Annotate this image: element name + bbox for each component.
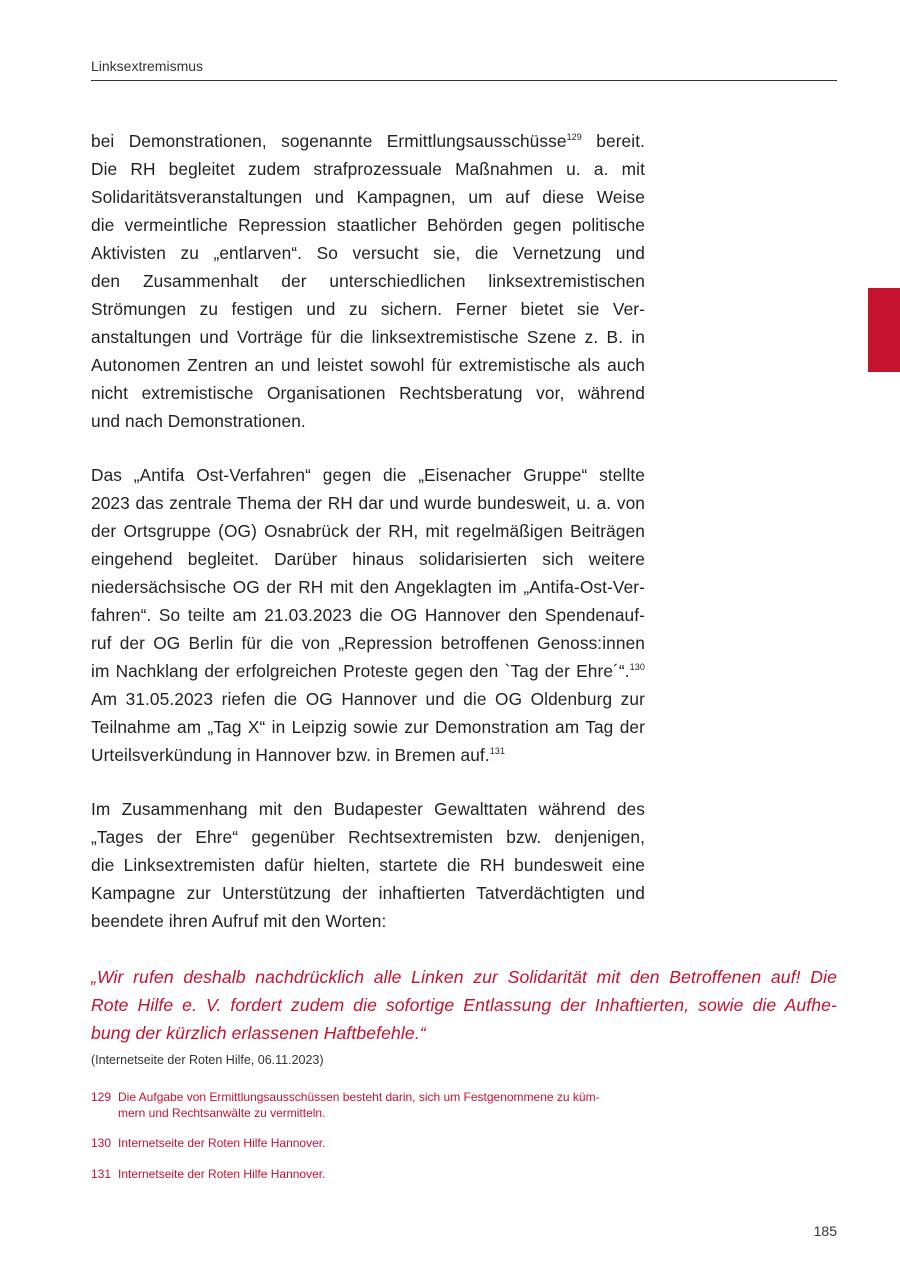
- text-line: [91, 351, 645, 379]
- text-line: [91, 127, 645, 155]
- footnote-reference: 130: [629, 662, 645, 672]
- text-line: [91, 461, 645, 489]
- text: Kampagne zur Unterstützung der inhaftierten Tatverdächtigten und: [91, 883, 645, 903]
- footnote-text: mern und Rechtsanwälte zu vermitteln.: [118, 1106, 326, 1120]
- text-line: [91, 517, 645, 545]
- text: ruf der OG Berlin für die von „Repression betroffenen Genoss:innen: [91, 633, 645, 653]
- text: Teilnahme am „Tag X“ in Leipzig sowie zur Demonstration am Tag der: [91, 717, 645, 737]
- text: anstaltungen und Vorträge für die linksextremistische Szene z. B. in: [91, 327, 645, 347]
- text: niedersächsische OG der RH mit den Angeklagten im „Antifa-Ost-Ver-: [91, 577, 645, 597]
- text: Urteilsverkündung in Hannover bzw. in Bremen auf.: [91, 745, 490, 765]
- text: 2023 das zentrale Thema der RH dar und wurde bundesweit, u. a. von: [91, 493, 645, 513]
- text: und nach Demonstrationen.: [91, 411, 306, 431]
- text: Solidaritätsveranstaltungen und Kampagnen, um auf diese Weise: [91, 187, 645, 207]
- paragraph-2: [91, 461, 645, 769]
- chapter-marker-tab: [868, 288, 900, 372]
- text-line: [91, 183, 645, 211]
- text-line: [91, 211, 645, 239]
- text: der Ortsgruppe (OG) Osnabrück der RH, mit regelmäßigen Beiträgen: [91, 521, 645, 541]
- footnote-number: 129: [91, 1090, 112, 1104]
- text-line: [91, 795, 645, 823]
- quote-line: Rote Hilfe e. V. fordert zudem die sofortige Entlassung der Inhaftierten, sowie die Aufhe-: [91, 995, 837, 1015]
- quote-line: bung der kürzlich erlassenen Haftbefehle.“: [91, 1023, 426, 1043]
- footnote-129: [91, 1089, 600, 1121]
- text: Das „Antifa Ost-Verfahren“ gegen die „Eisenacher Gruppe“ stellte: [91, 465, 645, 485]
- text-line: [91, 407, 645, 435]
- text: nicht extremistische Organisationen Rechtsberatung vor, während: [91, 383, 645, 403]
- footnote-text: Internetseite der Roten Hilfe Hannover.: [118, 1167, 326, 1181]
- page-number: 185: [813, 1223, 837, 1239]
- text: fahren“. So teilte am 21.03.2023 die OG Hannover den Spendenauf-: [91, 605, 645, 625]
- text: Strömungen zu festigen und zu sichern. Ferner bietet sie Ver-: [91, 299, 645, 319]
- text-line: [91, 573, 645, 601]
- text-line: [91, 323, 645, 351]
- text-line: [91, 295, 645, 323]
- text-line: [91, 685, 645, 713]
- footnote-number: 131: [91, 1167, 112, 1181]
- text: Am 31.05.2023 riefen die OG Hannover und die OG Oldenburg zur: [91, 689, 645, 709]
- quote-line: „Wir rufen deshalb nachdrücklich alle Linken zur Solidarität mit den Betroffenen auf! Die: [91, 967, 837, 987]
- text: bei Demonstrationen, sogenannte Ermittlungsausschüsse: [91, 131, 567, 151]
- text-line: [91, 545, 645, 573]
- footnote-text: Die Aufgabe von Ermittlungsausschüssen besteht darin, sich um Festgenommene zu küm-: [118, 1090, 600, 1104]
- quote-source: (Internetseite der Roten Hilfe, 06.11.2023): [91, 1053, 324, 1067]
- text-line: [91, 379, 645, 407]
- text-line: [91, 657, 645, 685]
- text: bereit.: [581, 131, 645, 151]
- text: die vermeintliche Repression staatlicher Behörden gegen politische: [91, 215, 645, 235]
- footnote-131: [91, 1166, 325, 1182]
- text: beendete ihren Aufruf mit den Worten:: [91, 911, 387, 931]
- text-line: [91, 713, 645, 741]
- block-quote: [91, 963, 837, 1047]
- text: im Nachklang der erfolgreichen Proteste gegen den `Tag der Ehre´“.: [91, 661, 630, 681]
- text: eingehend begleitet. Darüber hinaus solidarisierten sich weitere: [91, 549, 645, 569]
- text-line: [91, 155, 645, 183]
- text: Die RH begleitet zudem strafprozessuale Maßnahmen u. a. mit: [91, 159, 645, 179]
- text: Autonomen Zentren an und leistet sowohl für extremistische als auch: [91, 355, 645, 375]
- text: Aktivisten zu „entlarven“. So versucht sie, die Vernetzung und: [91, 243, 645, 263]
- footnote-reference: 129: [566, 132, 582, 142]
- footnote-reference: 131: [489, 746, 506, 756]
- text-line: [91, 851, 645, 879]
- text-line: [91, 267, 645, 295]
- text-line: [91, 489, 645, 517]
- text-line: [91, 601, 645, 629]
- text-line: [91, 823, 645, 851]
- text: „Tages der Ehre“ gegenüber Rechtsextremisten bzw. denjenigen,: [91, 827, 645, 847]
- text-line: [91, 879, 645, 907]
- header-rule: [91, 80, 837, 81]
- paragraph-1: [91, 127, 645, 435]
- text: die Linksextremisten dafür hielten, startete die RH bundesweit eine: [91, 855, 645, 875]
- text: den Zusammenhalt der unterschiedlichen linksextremistischen: [91, 271, 645, 291]
- text-line: [91, 741, 645, 769]
- running-header: Linksextremismus: [91, 58, 204, 74]
- paragraph-3: [91, 795, 645, 935]
- footnote-130: [91, 1135, 325, 1151]
- footnote-number: 130: [91, 1136, 112, 1150]
- text-line: [91, 907, 645, 935]
- text-line: [91, 629, 645, 657]
- text-line: [91, 239, 645, 267]
- footnote-text: Internetseite der Roten Hilfe Hannover.: [118, 1136, 326, 1150]
- text: Im Zusammenhang mit den Budapester Gewalttaten während des: [91, 799, 645, 819]
